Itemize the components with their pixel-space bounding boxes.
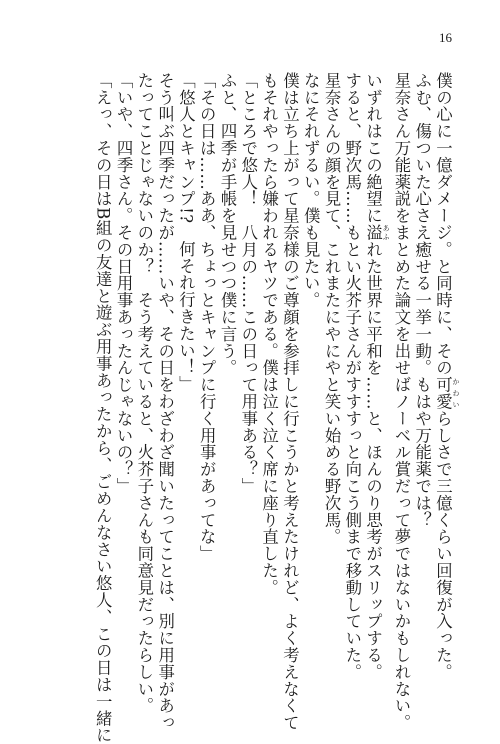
text-line-6: 星奈さんの顔を見て、これまたにやにやと笑い始める野次馬。 xyxy=(322,72,342,546)
text-line-1 xyxy=(432,72,460,692)
text-line-3: 星奈さん万能薬説をまとめた論文を出せばノーベル賞だって夢ではないかもしれない。 xyxy=(391,72,411,732)
text-line-9: もそれやったら嫌われるヤツである。僕は泣く泣く席に座り直した。 xyxy=(259,72,279,596)
text-line-5: すると、野次馬……もとい火芥子さんがすすすっと向こう側まで移動していた。 xyxy=(342,72,362,681)
ruby-word-kawaii xyxy=(433,376,460,411)
text-line-15: たってことじゃないのか？ そう考えていると、火芥子さんも同意見だったらしい。 xyxy=(134,72,154,715)
text-line-17: 「えっ、その日はB組の友達と遊ぶ用事あったから、ごめんなさい悠人、この日は一緒に xyxy=(93,72,113,744)
text-segment: れた世界に平和を……と、ほんのり思考がスリップする。 xyxy=(363,241,383,681)
text-line-10: 「ところで悠人！ 八月の……この日って用事ある？」 xyxy=(238,72,258,495)
text-line-12: 「その日は……ああ、ちょっとキャンプに行く用事があってな」 xyxy=(197,72,217,563)
ruby-word-afure xyxy=(363,224,391,242)
ruby-base: 可愛 xyxy=(433,376,453,411)
novel-text-body xyxy=(91,72,460,744)
text-line-2: ふむ、傷ついた心さえ癒せる一挙一動。もはや万能薬では？ xyxy=(412,72,432,529)
text-line-4 xyxy=(362,72,390,692)
ruby-reading: あふ xyxy=(382,224,391,241)
page-number: 16 xyxy=(439,30,452,45)
text-line-14: そう叫ぶ四季だったが……いや、その日をわざわざ聞いたってことは、別に用事があっ xyxy=(155,72,175,732)
text-line-7: なにそれずるい。僕も見たい。 xyxy=(301,72,321,309)
text-line-13: 「悠人とキャンプ!? 何それ行きたい！」 xyxy=(176,72,196,393)
ruby-reading: かわい xyxy=(452,376,460,410)
text-segment: らしさで三億くらい回復が入った。 xyxy=(433,410,453,681)
text-line-16: 「いや、四季さん。その日用事あったんじゃないの？」 xyxy=(114,72,134,495)
text-segment: 僕の心に一億ダメージ。と同時に、その xyxy=(433,72,453,377)
text-line-8: 僕は立ち上がって星奈様のご尊顔を参拝しに行こうかと考えたけれど、よく考えなくて xyxy=(280,72,300,732)
text-line-11: ふと、四季が手帳を見せつつ僕に言う。 xyxy=(218,72,238,377)
ruby-base: 溢 xyxy=(363,224,383,242)
text-segment: いずれはこの絶望に xyxy=(363,72,383,225)
